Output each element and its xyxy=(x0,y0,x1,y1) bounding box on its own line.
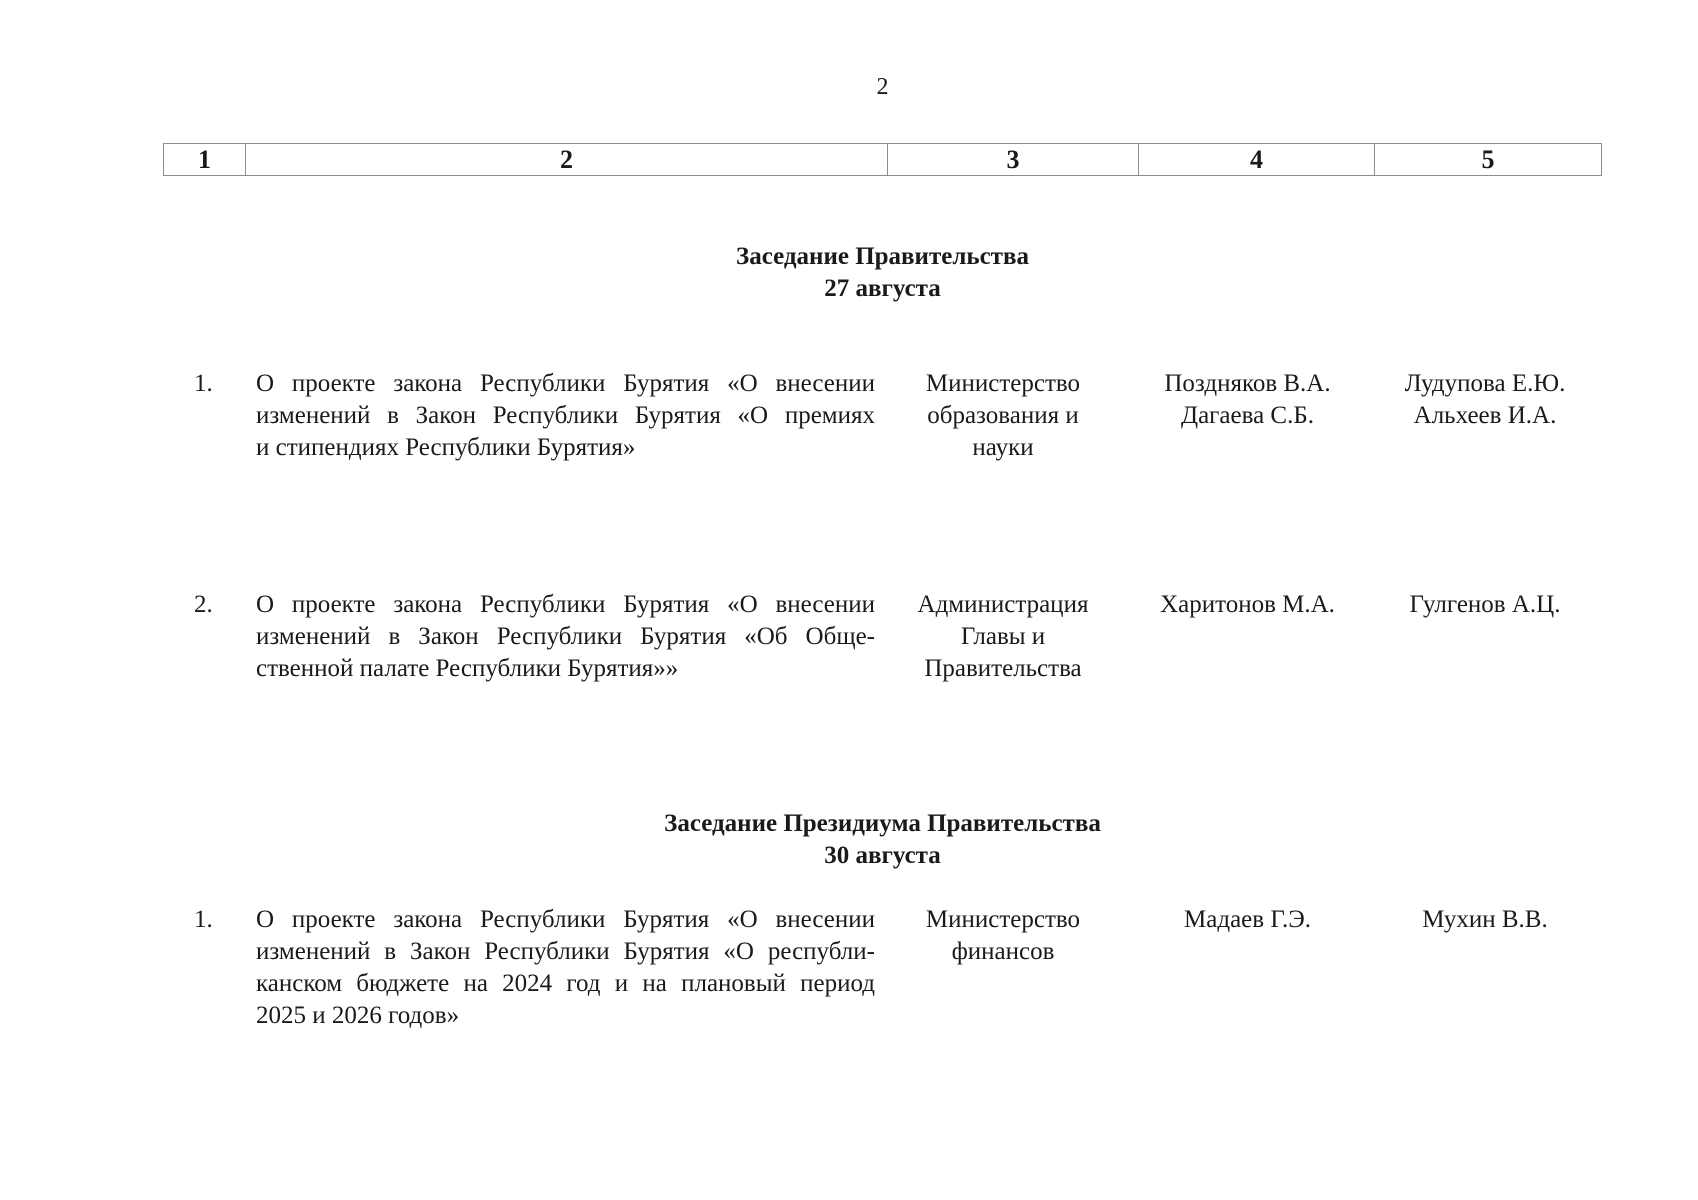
item-responsible xyxy=(1135,904,1360,936)
item-title-line: О проекте закона Республики Бурятия «О внесении xyxy=(256,906,875,933)
item-number: 1. xyxy=(194,906,213,933)
coexecutor-name: Мухин В.В. xyxy=(1422,906,1548,933)
item-title xyxy=(256,904,875,1032)
responsible-name: Дагаева С.Б. xyxy=(1181,402,1314,429)
item-number: 1. xyxy=(194,370,213,397)
coexecutor-name: Лудупова Е.Ю. xyxy=(1404,370,1566,397)
item-coexecutor xyxy=(1370,904,1600,936)
department-line: Администрация xyxy=(917,591,1089,618)
section-date: 30 августа xyxy=(824,842,941,869)
section-heading xyxy=(0,241,1698,305)
column-number-4: 4 xyxy=(1139,144,1375,176)
responsible-name: Харитонов М.А. xyxy=(1160,591,1335,618)
column-number-3: 3 xyxy=(888,144,1139,176)
department-line: финансов xyxy=(951,938,1055,965)
item-responsible xyxy=(1135,368,1360,432)
item-title-line: О проекте закона Республики Бурятия «О внесении xyxy=(256,370,875,397)
column-number-1: 1 xyxy=(164,144,246,176)
item-department xyxy=(898,368,1108,464)
item-title-line: изменений в Закон Республики Бурятия «Об Обще- xyxy=(256,623,875,650)
item-title xyxy=(256,368,875,464)
department-line: образования и xyxy=(927,402,1079,429)
department-line: Министерство xyxy=(925,370,1081,397)
item-title-line: О проекте закона Республики Бурятия «О внесении xyxy=(256,591,875,618)
item-coexecutor xyxy=(1370,589,1600,621)
coexecutor-name: Гулгенов А.Ц. xyxy=(1409,591,1561,618)
item-title-line: канском бюджете на 2024 год и на плановый период xyxy=(256,970,875,997)
page-number: 2 xyxy=(876,74,889,100)
coexecutor-name: Альхеев И.А. xyxy=(1413,402,1557,429)
section-heading xyxy=(0,808,1698,872)
item-title xyxy=(256,589,875,685)
column-number-header xyxy=(163,143,1602,176)
item-title-line: и стипендиях Республики Бурятия» xyxy=(256,434,636,461)
department-line: науки xyxy=(972,434,1034,461)
department-line: Главы и xyxy=(960,623,1046,650)
responsible-name: Мадаев Г.Э. xyxy=(1184,906,1311,933)
item-title-line: изменений в Закон Республики Бурятия «О премиях xyxy=(256,402,875,429)
department-line: Министерство xyxy=(925,906,1081,933)
section-title: Заседание Правительства xyxy=(736,243,1029,270)
column-number-5: 5 xyxy=(1375,144,1602,176)
item-number: 2. xyxy=(194,591,213,618)
item-title-line: ственной палате Республики Бурятия»» xyxy=(256,655,679,682)
item-responsible xyxy=(1135,589,1360,621)
item-title-line: 2025 и 2026 годов» xyxy=(256,1002,460,1029)
responsible-name: Поздняков В.А. xyxy=(1164,370,1331,397)
item-department xyxy=(898,589,1108,685)
item-title-line: изменений в Закон Республики Бурятия «О республи- xyxy=(256,938,875,965)
item-department xyxy=(898,904,1108,968)
section-title: Заседание Президиума Правительства xyxy=(664,810,1101,837)
section-date: 27 августа xyxy=(824,275,941,302)
item-coexecutor xyxy=(1370,368,1600,432)
department-line: Правительства xyxy=(924,655,1082,682)
column-number-2: 2 xyxy=(246,144,888,176)
